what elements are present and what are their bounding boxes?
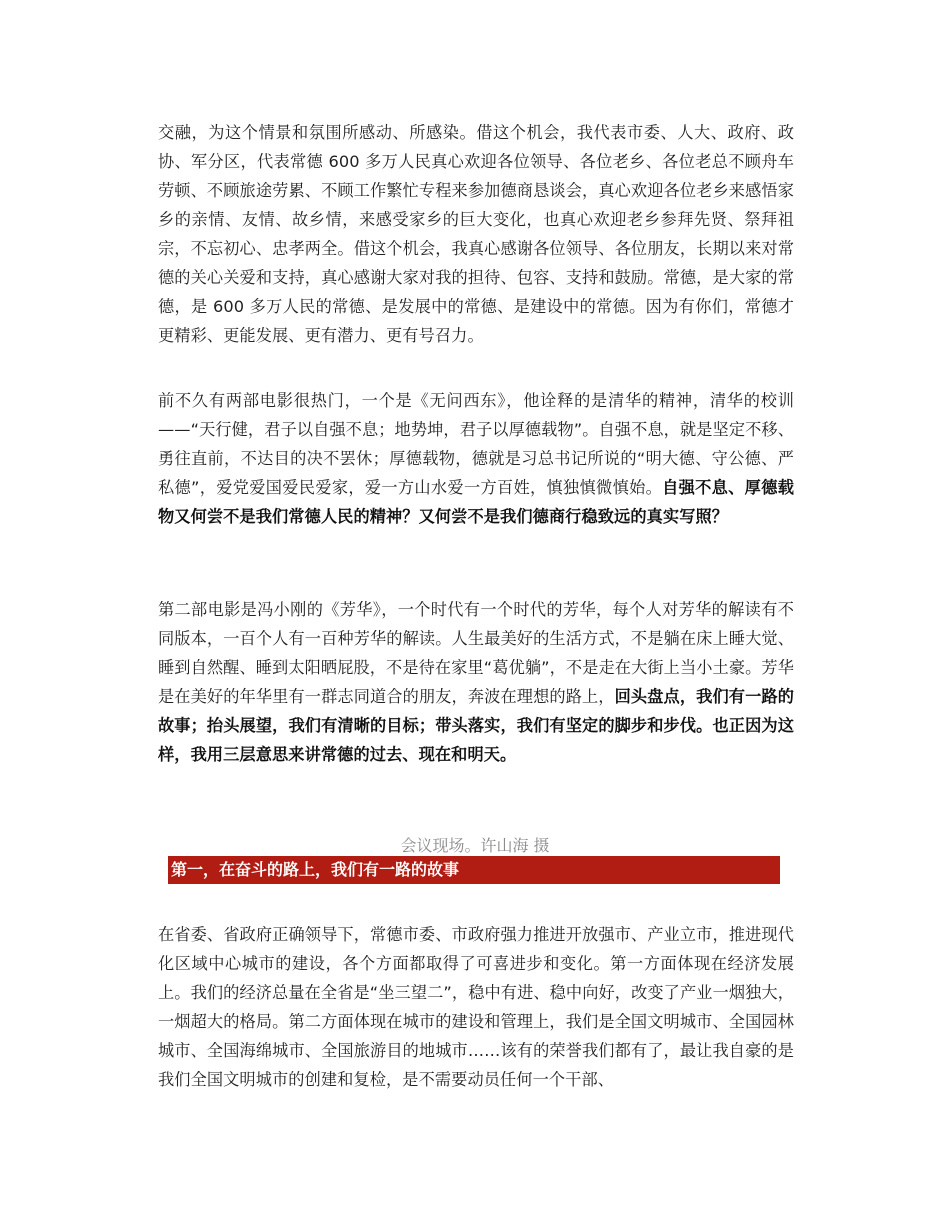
paragraph-welcome-text: 交融，为这个情景和氛围所感动、所感染。借这个机会，我代表市委、人大、政府、政协、军分区，代表常德 600 多万人民真心欢迎各位领导、各位老乡、各位老总不顾舟车劳顿、不顾旅途劳累、不顾工作繁忙专程来参加德商恳谈会，真心欢迎各位老乡来感悟家乡的亲情、友情、故乡情，来感受家乡的巨大变化，也真心欢迎老乡参拜先贤、祭拜祖宗，不忘初心、忠孝两全。借这个机会，我真心感谢各位领导、各位朋友，长期以来对常德的关心关爱和支持，真心感谢大家对我的担待、包容、支持和鼓励。常德，是大家的常德，是 600 多万人民的常德、是发展中的常德、是建设中的常德。因为有你们，常德才更精彩、更能发展、更有潜力、更有号召力。 xyxy=(158,123,794,345)
paragraph-welcome xyxy=(158,118,794,350)
section-heading-banner xyxy=(168,856,780,884)
paragraph-section-one-text: 在省委、省政府正确领导下，常德市委、市政府强力推进开放强市、产业立市，推进现代化区域中心城市的建设，各个方面都取得了可喜进步和变化。第一方面体现在经济发展上。我们的经济总量在全省是“坐三望二”，稳中有进、稳中向好，改变了产业一烟独大，一烟超大的格局。第二方面体现在城市的建设和管理上，我们是全国文明城市、全国园林城市、全国海绵城市、全国旅游目的地城市……该有的荣誉我们都有了，最让我自豪的是我们全国文明城市的创建和复检，是不需要动员任何一个干部、 xyxy=(158,925,794,1089)
section-heading: 第一，在奋斗的路上，我们有一路的故事 xyxy=(171,860,460,879)
paragraph-film-two-bold: 回头盘点，我们有一路的故事；抬头展望，我们有清晰的目标；带头落实，我们有坚定的脚步和步伐。也正因为这样，我用三层意思来讲常德的过去、现在和明天。 xyxy=(158,687,794,764)
paragraph-film-one-bold: 自强不息、厚德载物又何尝不是我们常德人民的精神？又何尝不是我们德商行稳致远的真实写照？ xyxy=(158,478,794,526)
photo-caption: 会议现场。许山海 摄 xyxy=(400,836,550,855)
paragraph-film-two xyxy=(158,595,794,769)
paragraph-film-one-text: 前不久有两部电影很热门，一个是《无问西东》，他诠释的是清华的精神，清华的校训——“天行健，君子以自强不息；地势坤，君子以厚德载物”。自强不息，就是坚定不移、勇往直前，不达目的决不罢休；厚德载物，德就是习总书记所说的“明大德、守公德、严私德”，爱党爱国爱民爱家，爱一方山水爱一方百姓，慎独慎微慎始。 xyxy=(158,391,794,497)
paragraph-film-two-text: 第二部电影是冯小刚的《芳华》，一个时代有一个时代的芳华，每个人对芳华的解读有不同版本，一百个人有一百种芳华的解读。人生最美好的生活方式，不是躺在床上睡大觉、睡到自然醒、睡到太阳晒屁股，不是待在家里“葛优躺”，不是走在大街上当小土豪。芳华是在美好的年华里有一群志同道合的朋友，奔波在理想的路上， xyxy=(158,600,794,706)
paragraph-film-one xyxy=(158,386,794,531)
paragraph-section-one xyxy=(158,920,794,1094)
